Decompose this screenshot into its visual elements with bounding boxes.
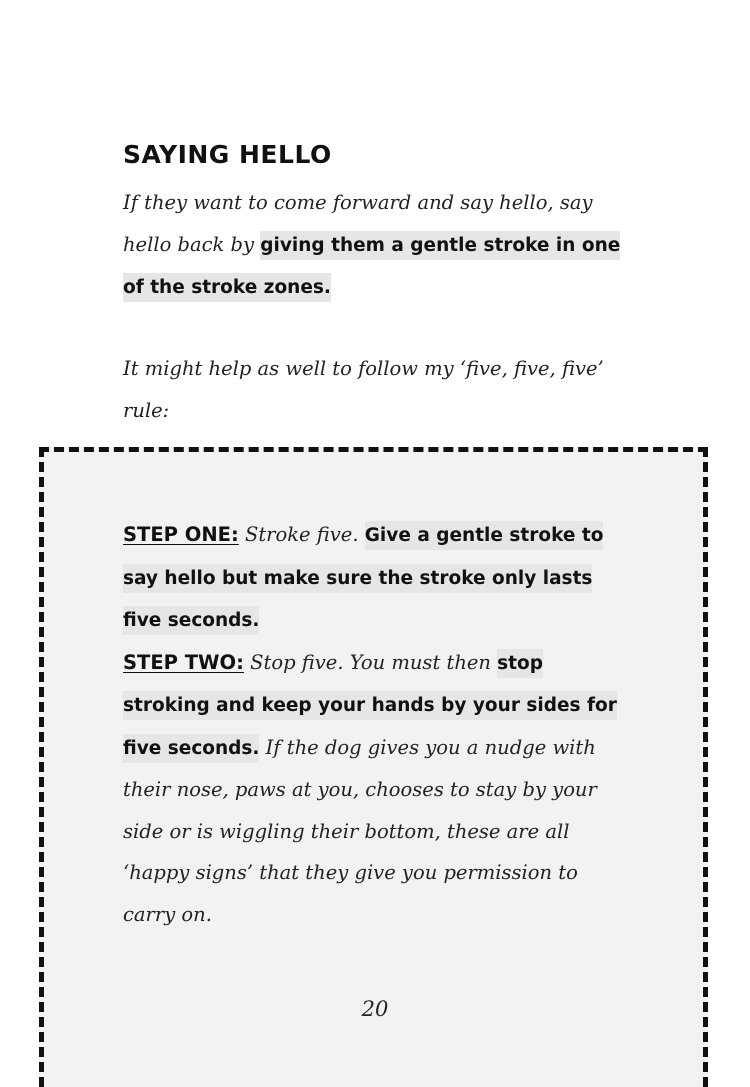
step-one-highlight: Give a gentle stroke to say hello but make sure the stroke only lasts five seconds.	[123, 521, 603, 635]
intro-text: If they want to come forward and say hello, say hello back by	[123, 191, 593, 256]
section-heading: SAYING HELLO	[123, 140, 332, 169]
step-two-label: STEP TWO:	[123, 650, 244, 674]
step-one-text: Stroke five.	[238, 523, 365, 546]
step-one-label: STEP ONE:	[123, 523, 239, 546]
step-two-tail: If the dog gives you a nudge with their nose, paws at you, chooses to stay by your side or is wiggling their bottom, these are all ‘happy signs’ that they give you permission to carry on.	[123, 735, 597, 926]
intro-paragraph	[123, 182, 623, 309]
step-two-text: Stop five. You must then	[243, 650, 498, 674]
step-two-highlight: stop stroking and keep your hands by your sides for five seconds.	[123, 649, 617, 763]
page-number: 20	[361, 997, 389, 1021]
rule-paragraph: It might help as well to follow my ‘five, five, five’ rule:	[123, 357, 604, 422]
steps-content	[123, 514, 623, 935]
intro-highlight: giving them a gentle stroke in one of the stroke zones.	[123, 231, 620, 303]
